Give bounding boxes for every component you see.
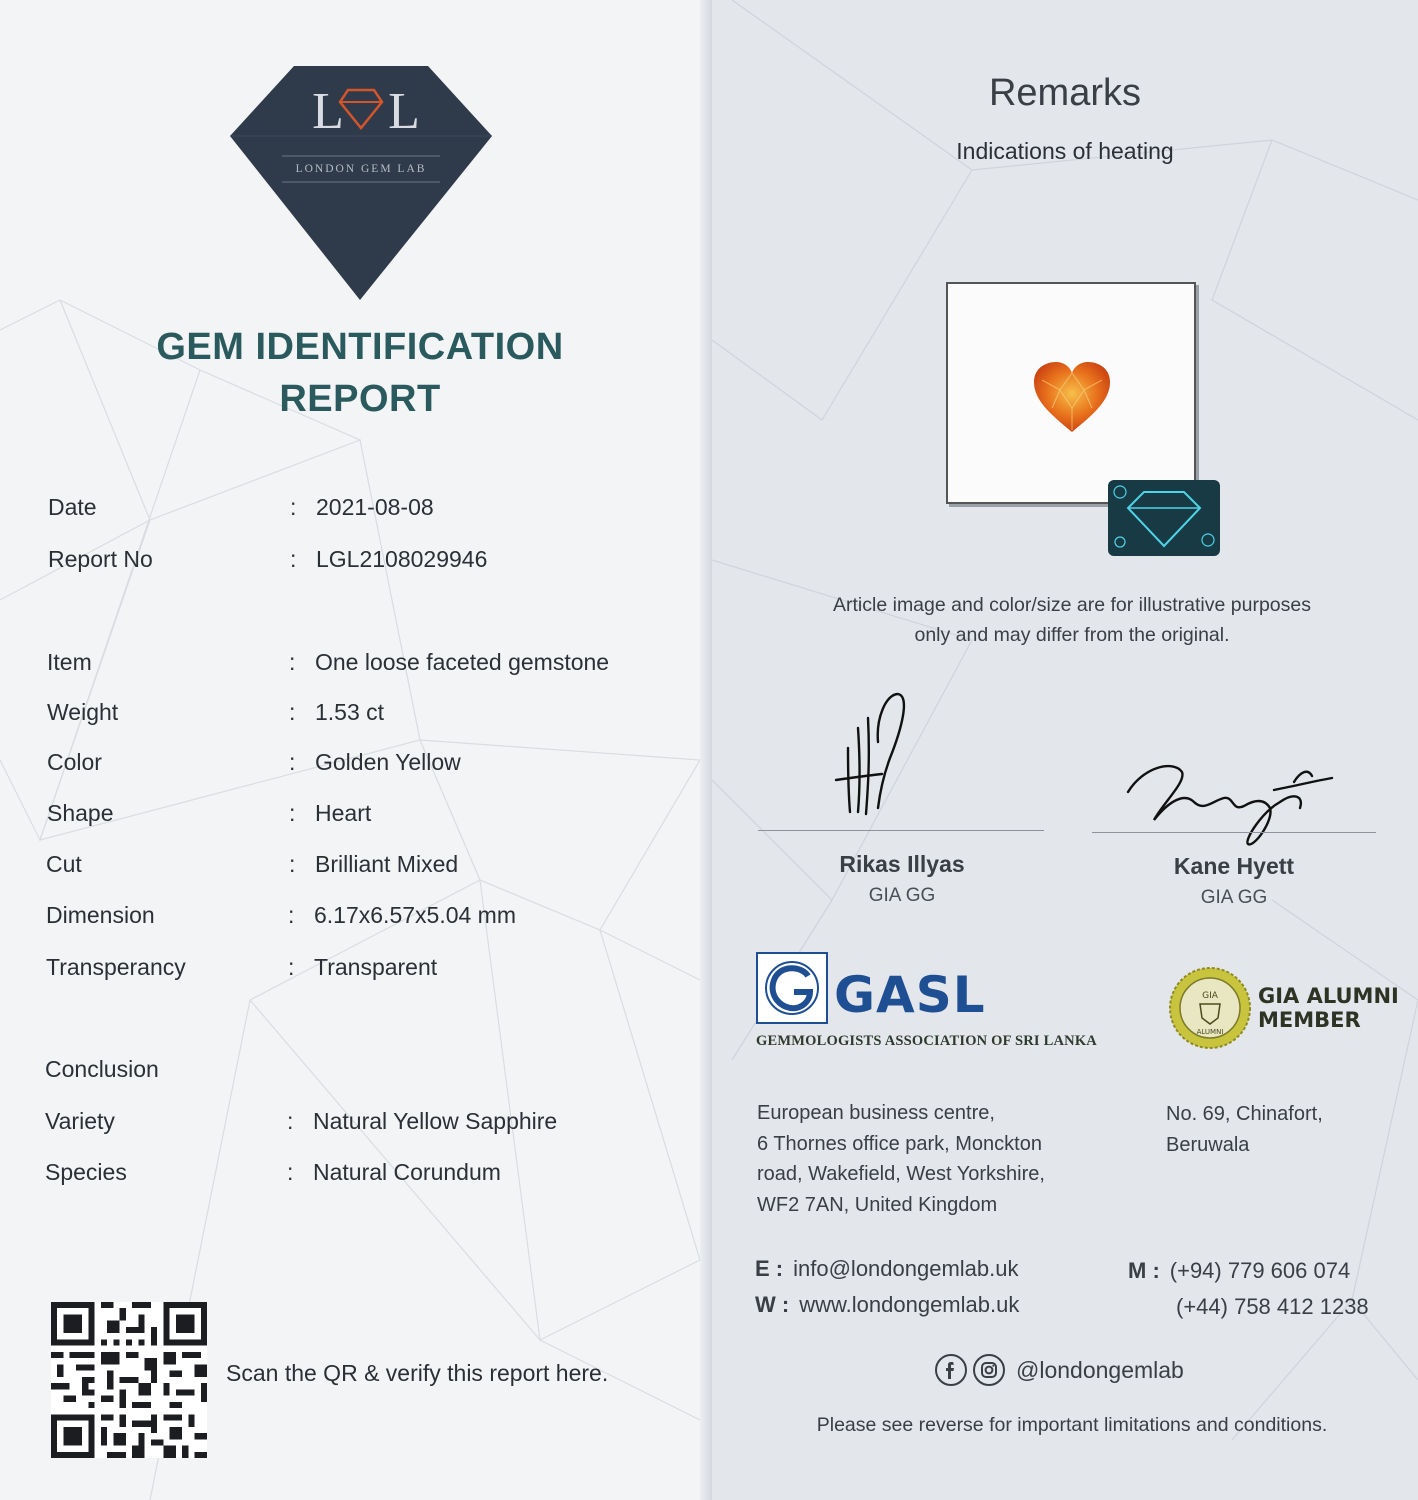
gemstone-photo bbox=[946, 282, 1196, 504]
field-value: Natural Yellow Sapphire bbox=[313, 1108, 558, 1134]
right-panel bbox=[712, 0, 1418, 1500]
field-label: Shape bbox=[47, 800, 114, 826]
field-value: 2021-08-08 bbox=[316, 494, 434, 520]
social-links bbox=[934, 1352, 1184, 1388]
logo-monogram-l2: L bbox=[388, 83, 420, 140]
qr-caption: Scan the QR & verify this report here. bbox=[226, 1360, 609, 1386]
gia-seal-subtext: ALUMNI bbox=[1196, 1028, 1224, 1036]
field-label: Species bbox=[45, 1159, 127, 1185]
signatory-title-1: GIA GG bbox=[868, 885, 936, 906]
address-line: WF2 7AN, United Kingdom bbox=[757, 1193, 998, 1216]
gia-alumni-line1: GIA ALUMNI bbox=[1258, 984, 1399, 1008]
field-separator: : bbox=[289, 800, 296, 826]
contact-mobile-2 bbox=[1176, 1294, 1369, 1320]
field-value: 6.17x6.57x5.04 mm bbox=[314, 902, 517, 928]
address-line: 6 Thornes office park, Monckton bbox=[757, 1132, 1042, 1155]
field-label: Date bbox=[48, 494, 97, 520]
field-separator: : bbox=[287, 1108, 294, 1134]
verification-qr-code[interactable] bbox=[48, 1302, 210, 1458]
field-separator: : bbox=[290, 546, 297, 572]
field-value: Transparent bbox=[314, 954, 438, 980]
gia-alumni-seal-icon bbox=[1168, 966, 1252, 1050]
field-separator: : bbox=[288, 902, 295, 928]
field-label: Item bbox=[47, 649, 92, 675]
signature-line-1 bbox=[758, 830, 1044, 831]
signatory-title-2: GIA GG bbox=[1200, 887, 1268, 908]
address-line: road, Wakefield, West Yorkshire, bbox=[757, 1163, 1045, 1185]
gia-alumni-label bbox=[1258, 984, 1399, 1032]
field-value: Heart bbox=[315, 800, 372, 826]
field-separator: : bbox=[289, 649, 296, 675]
lab-card-thumbnail bbox=[1108, 480, 1220, 556]
gia-seal-text: GIA bbox=[1202, 991, 1218, 1001]
address-uk bbox=[757, 1098, 1045, 1220]
field-separator: : bbox=[288, 954, 295, 980]
gasl-full-name: GEMMOLOGISTS ASSOCIATION OF SRI LANKA bbox=[756, 1033, 1097, 1049]
heart-gemstone-image bbox=[1032, 360, 1112, 434]
remarks-text: Indications of heating bbox=[956, 138, 1174, 164]
web-label: W : bbox=[755, 1292, 790, 1317]
website-link[interactable]: www.londongemlab.uk bbox=[799, 1292, 1020, 1317]
field-value: Brilliant Mixed bbox=[315, 851, 459, 877]
field-label: Dimension bbox=[46, 902, 155, 928]
facebook-icon[interactable] bbox=[934, 1353, 968, 1387]
london-gem-lab-logo bbox=[228, 64, 494, 302]
field-separator: : bbox=[287, 1159, 294, 1185]
field-separator: : bbox=[289, 851, 296, 877]
address-line: European business centre, bbox=[757, 1102, 995, 1124]
social-handle[interactable]: @londongemlab bbox=[1016, 1356, 1184, 1383]
gasl-name: GASL bbox=[834, 966, 986, 1024]
gia-alumni-line2: MEMBER bbox=[1258, 1008, 1361, 1032]
contact-email bbox=[755, 1256, 1019, 1282]
section-label: Conclusion bbox=[45, 1056, 159, 1082]
address-line: No. 69, Chinafort, bbox=[1166, 1103, 1323, 1125]
field-value: LGL2108029946 bbox=[316, 546, 488, 572]
signature-line-2 bbox=[1092, 832, 1376, 833]
report-title-line2: REPORT bbox=[279, 378, 441, 420]
field-label: Report No bbox=[48, 546, 153, 572]
report-title-line1: GEM IDENTIFICATION bbox=[156, 326, 564, 368]
mobile-number-2: (+44) 758 412 1238 bbox=[1176, 1294, 1369, 1319]
signatory-name-1: Rikas Illyas bbox=[839, 851, 965, 877]
field-label: Cut bbox=[46, 851, 82, 877]
signatory-name-2: Kane Hyett bbox=[1173, 853, 1295, 879]
image-disclaimer-line1: Article image and color/size are for illustrative purposes bbox=[833, 594, 1311, 616]
field-value: Natural Corundum bbox=[313, 1159, 501, 1185]
field-value: One loose faceted gemstone bbox=[315, 649, 610, 675]
field-label: Color bbox=[47, 749, 102, 775]
field-separator: : bbox=[289, 699, 296, 725]
mobile-label: M : bbox=[1128, 1258, 1160, 1283]
address-line: Beruwala bbox=[1166, 1133, 1250, 1156]
footer-note: Please see reverse for important limitations and conditions. bbox=[816, 1414, 1328, 1436]
signature-rikas-illyas bbox=[830, 688, 910, 820]
contact-mobile bbox=[1128, 1258, 1350, 1284]
field-label: Transperancy bbox=[46, 954, 186, 980]
instagram-icon[interactable] bbox=[972, 1353, 1006, 1387]
logo-monogram-l1: L bbox=[312, 83, 344, 140]
signature-kane-hyett bbox=[1124, 752, 1334, 852]
gasl-logo-icon bbox=[756, 952, 828, 1024]
email-link[interactable]: info@londongemlab.uk bbox=[793, 1256, 1019, 1281]
field-label: Weight bbox=[47, 699, 119, 725]
field-separator: : bbox=[290, 494, 297, 520]
mobile-number-1: (+94) 779 606 074 bbox=[1169, 1258, 1351, 1283]
field-value: Golden Yellow bbox=[315, 749, 461, 775]
address-sri-lanka bbox=[1166, 1099, 1323, 1160]
field-separator: : bbox=[289, 749, 296, 775]
field-label: Variety bbox=[45, 1108, 115, 1134]
email-label: E : bbox=[755, 1256, 784, 1281]
image-disclaimer-line2: only and may differ from the original. bbox=[914, 624, 1230, 646]
contact-web bbox=[755, 1292, 1019, 1318]
logo-name: LONDON GEM LAB bbox=[295, 163, 427, 175]
field-value: 1.53 ct bbox=[315, 699, 385, 725]
remarks-title: Remarks bbox=[988, 72, 1142, 114]
